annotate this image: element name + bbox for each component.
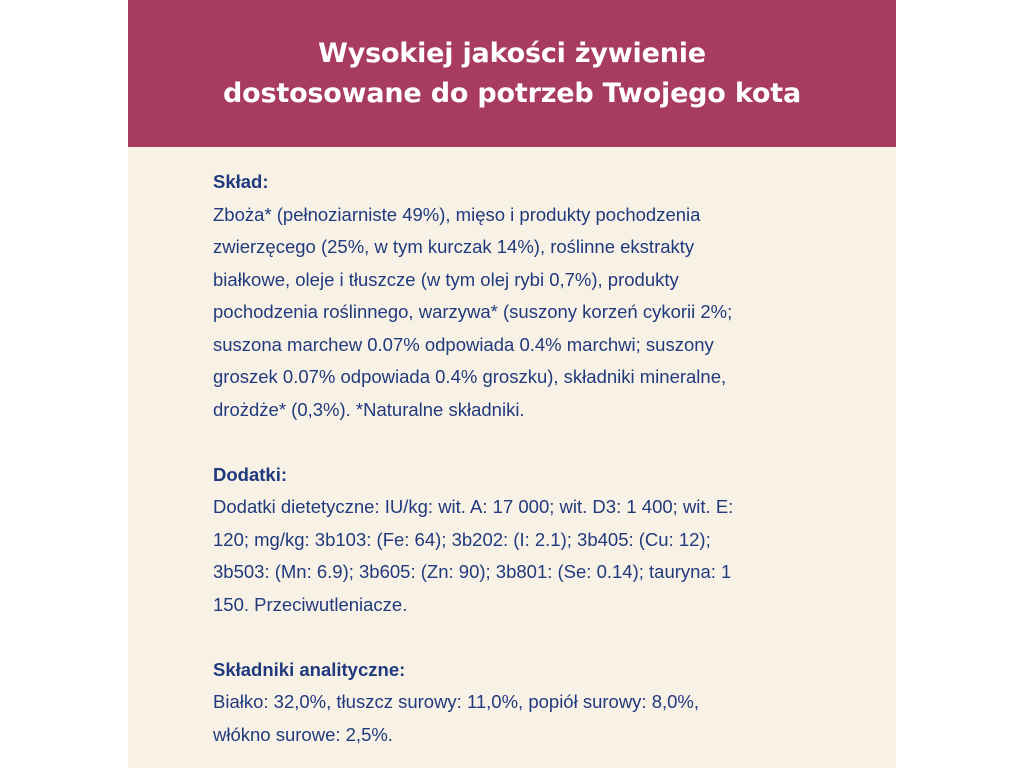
- content-area: [213, 166, 813, 784]
- section-body: [213, 686, 813, 751]
- header-banner: [128, 0, 896, 147]
- text-line: 150. Przeciwutleniacze.: [213, 593, 408, 615]
- section-body: [213, 199, 813, 427]
- section-additives: [213, 459, 813, 622]
- text-line: drożdże* (0,3%). *Naturalne składniki.: [213, 398, 525, 420]
- text-line: Zboża* (pełnoziarniste 49%), mięso i produkty pochodzenia: [213, 203, 701, 225]
- product-info-panel: [128, 0, 896, 768]
- text-line: pochodzenia roślinnego, warzywa* (suszony korzeń cykorii 2%;: [213, 301, 733, 322]
- header-title-line-1: Wysokiej jakości żywienie: [318, 37, 706, 69]
- section-body: [213, 491, 813, 621]
- text-line: suszona marchew 0.07% odpowiada 0.4% marchwi; suszony: [213, 333, 714, 355]
- section-heading: Składniki analityczne:: [213, 658, 406, 680]
- text-line: 3b503: (Mn: 6.9); 3b605: (Zn: 90); 3b801: (Se: 0.14); tauryna: 1: [213, 561, 732, 582]
- section-heading: Skład:: [213, 171, 269, 192]
- section-composition: [213, 166, 813, 426]
- header-title-line-2: dostosowane do potrzeb Twojego kota: [223, 77, 801, 109]
- section-heading: Dodatki:: [213, 463, 287, 485]
- text-line: włókno surowe: 2,5%.: [213, 723, 393, 745]
- text-line: groszek 0.07% odpowiada 0.4% groszku), składniki mineralne,: [213, 366, 727, 387]
- section-analytical: [213, 654, 813, 752]
- text-line: 120; mg/kg: 3b103: (Fe: 64); 3b202: (I: 2.1); 3b405: (Cu: 12);: [213, 528, 711, 550]
- text-line: Dodatki dietetyczne: IU/kg: wit. A: 17 000; wit. D3: 1 400; wit. E:: [213, 496, 734, 517]
- text-line: białkowe, oleje i tłuszcze (w tym olej rybi 0,7%), produkty: [213, 268, 679, 290]
- text-line: Białko: 32,0%, tłuszcz surowy: 11,0%, popiół surowy: 8,0%,: [213, 691, 700, 712]
- text-line: zwierzęcego (25%, w tym kurczak 14%), roślinne ekstrakty: [213, 236, 695, 257]
